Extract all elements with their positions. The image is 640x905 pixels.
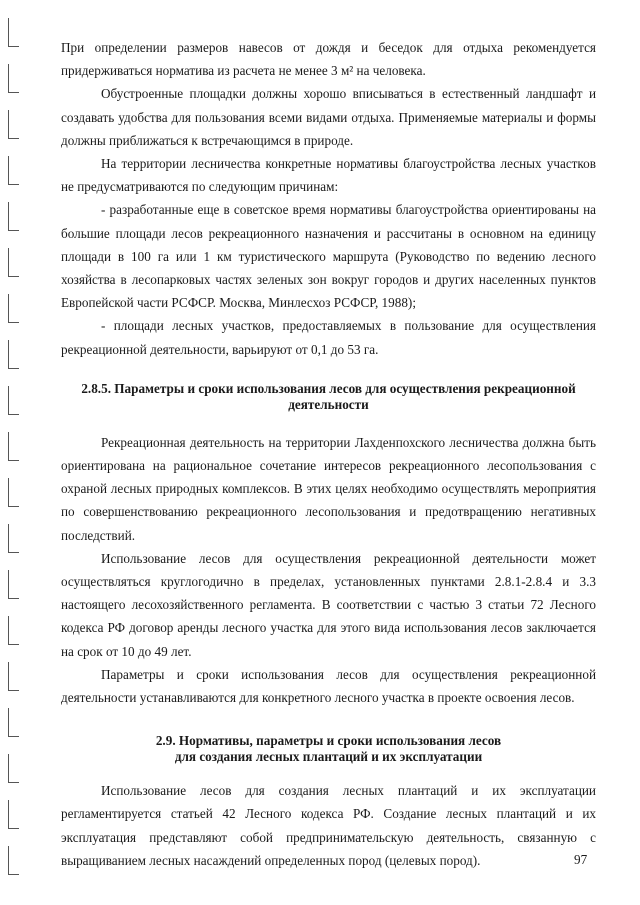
binding-mark [8,570,19,599]
binding-mark [8,708,19,737]
paragraph: Использование лесов для создания лесных плантаций и их эксплуатации регламентируется статьей 42 Лесного кодекса РФ. Создание лесных плантаций и их эксплуатация представляют собой предпринимательскую деятельность, связанную с выращиванием лесных насаждений определенных пород (целевых пород). [61,783,596,868]
binding-mark [8,524,19,553]
list-item: - площади лесных участков, предоставляемых в пользование для осуществления рекреационной деятельности, варьируют от 0,1 до 53 га. [61,318,596,357]
heading-line: 2.8.5. Параметры и сроки использования лесов для осуществления рекреационной [81,380,576,396]
paragraph: Использование лесов для осуществления рекреационной деятельности может осуществляться круглогодично в пределах, установленных пунктами 2.8.1-2.8.4 и 3.3 настоящего лесохозяйственного регламента. В соответствии с частью 3 статьи 72 Лесного кодекса РФ договор аренды лесного участка для этого вида использования лесов заключается на срок от 10 до 49 лет. [61,550,596,659]
paragraph: Обустроенные площадки должны хорошо вписываться в естественный ландшафт и создавать удобства для пользования всеми видами отдыха. Применяемые материалы и формы должны приближаться к встречающимся в природе. [61,86,596,148]
binding-mark [8,156,19,185]
binding-mark [8,294,19,323]
binding-mark [8,18,19,47]
paragraph: Рекреационная деятельность на территории Лахденпохского лесничества должна быть ориентирована на рациональное сочетание интересов рекреационного лесопользования с охраной лесных природных комплексов. В этих целях необходимо осуществлять мероприятия по совершенствованию рекреационного лесопользования и предотвращению негативных последствий. [61,434,596,543]
heading-line: 2.9. Нормативы, параметры и сроки использования лесов [155,733,502,749]
list-item: - разработанные еще в советское время нормативы благоустройства ориентированы на большие площади лесов рекреационного назначения и рассчитаны в основном на единицу площади в 100 га или 1 км туристического маршрута (Руководство по ведению лесного хозяйства в лесопарковых частях зеленых зон вокруг городов и других населенных пунктов Европейской части РСФСР. Москва, Минлесхоз РСФСР, 1988); [61,202,596,311]
binding-mark [8,340,19,369]
binding-mark [8,478,19,507]
heading-line: деятельности [288,396,369,412]
page-content [61,36,596,872]
binding-mark [8,386,19,415]
heading-line: для создания лесных плантаций и их эксплуатации [174,749,483,765]
page-number: 97 [574,852,588,867]
paragraph: При определении размеров навесов от дождя и беседок для отдыха рекомендуется придерживаться норматива из расчета не менее 3 м² на человека. [61,40,596,79]
binding-mark [8,616,19,645]
paragraph: Параметры и сроки использования лесов для осуществления рекреационной деятельности устанавливаются для конкретного лесного участка в проекте освоения лесов. [61,666,596,706]
binding-marks [0,0,30,905]
binding-mark [8,846,19,875]
binding-mark [8,754,19,783]
section-heading-2-9 [61,733,596,765]
binding-mark [8,202,19,231]
binding-mark [8,110,19,139]
binding-mark [8,662,19,691]
binding-mark [8,800,19,829]
section-heading-2-8-5 [61,381,596,413]
binding-mark [8,248,19,277]
binding-mark [8,64,19,93]
binding-mark [8,432,19,461]
paragraph: На территории лесничества конкретные нормативы благоустройства лесных участков не предусматриваются по следующим причинам: [61,156,596,195]
